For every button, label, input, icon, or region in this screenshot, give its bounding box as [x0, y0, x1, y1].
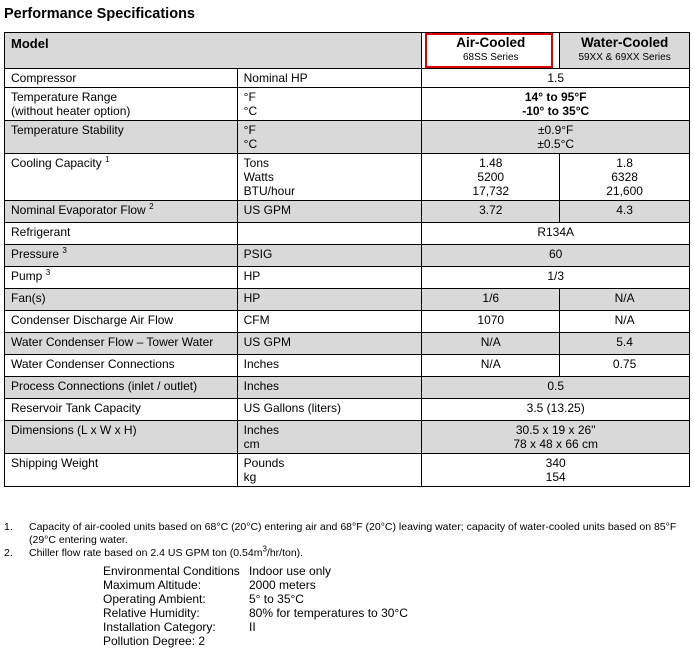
row-value: 1.5 [422, 69, 690, 88]
footnote-text: /hr/ton). [266, 547, 304, 559]
row-value-line: 30.5 x 19 x 26" [515, 423, 596, 437]
env-value: Indoor use only [249, 564, 332, 578]
water-cooled-series: 59XX & 69XX Series [578, 52, 671, 63]
table-row [5, 201, 690, 223]
footnote-number: 2. [4, 547, 13, 559]
env-label: Environmental Conditions [103, 564, 240, 578]
env-label: Maximum Altitude: [103, 578, 202, 592]
row-label [5, 267, 238, 289]
table-row [5, 121, 690, 154]
row-label-text: Pressure [11, 247, 60, 261]
row-unit-line: Pounds [243, 456, 285, 470]
row-label-text: Cooling Capacity [11, 156, 102, 170]
row-unit-line: °F [243, 123, 256, 137]
row-unit-line: cm [243, 437, 260, 451]
row-unit-line: °C [243, 104, 258, 118]
list-item [103, 564, 408, 578]
air-value: N/A [422, 355, 560, 377]
row-label: Condenser Discharge Air Flow [5, 311, 238, 333]
env-value: 5° to 35°C [249, 592, 304, 606]
row-label: Dimensions (L x W x H) [5, 421, 238, 454]
row-unit: US GPM [237, 201, 422, 223]
row-label: Fan(s) [5, 289, 238, 311]
air-value-line: 5200 [477, 170, 505, 184]
row-unit [237, 454, 422, 487]
row-value-line: 154 [545, 470, 566, 484]
footnote-ref: 1 [105, 155, 110, 164]
air-value: 1/6 [422, 289, 560, 311]
row-value [422, 454, 690, 487]
row-value [422, 121, 690, 154]
row-unit [237, 421, 422, 454]
row-unit-line: Inches [243, 423, 279, 437]
water-value: N/A [560, 311, 690, 333]
row-value-line: 14° to 95°F [524, 90, 587, 104]
row-value: 1/3 [422, 267, 690, 289]
row-label: Water Condenser Flow – Tower Water [5, 333, 238, 355]
row-label: Compressor [5, 69, 238, 88]
row-unit [237, 154, 422, 201]
table-row [5, 311, 690, 333]
footnote-ref: 3 [62, 246, 67, 255]
env-value: II [249, 620, 256, 634]
air-value: N/A [422, 333, 560, 355]
row-unit-line: °C [243, 137, 258, 151]
row-label [5, 88, 238, 121]
air-cooled-series: 68SS Series [462, 52, 519, 63]
footnotes [4, 521, 690, 560]
env-label: Installation Category: [103, 620, 216, 634]
env-label: Relative Humidity: [103, 606, 200, 620]
water-value: N/A [560, 289, 690, 311]
environment-conditions [103, 564, 408, 648]
row-unit: Inches [237, 377, 422, 399]
row-unit: HP [237, 289, 422, 311]
env-label: Operating Ambient: [103, 592, 206, 606]
row-unit: US GPM [237, 333, 422, 355]
row-value: 60 [422, 245, 690, 267]
footnote-ref: 2 [149, 202, 154, 211]
table-row [5, 69, 690, 88]
row-label-text: Pump [11, 269, 43, 283]
table-row [5, 245, 690, 267]
water-cooled-name: Water-Cooled [580, 35, 669, 50]
table-row [5, 267, 690, 289]
row-unit-line: kg [243, 470, 257, 484]
row-unit [237, 88, 422, 121]
footnote [4, 521, 690, 547]
row-label-line: (without heater option) [11, 104, 131, 118]
table-row [5, 154, 690, 201]
row-label: Shipping Weight [5, 454, 238, 487]
table-row [5, 421, 690, 454]
row-value [422, 421, 690, 454]
row-label: Temperature Stability [5, 121, 238, 154]
env-value: 80% for temperatures to 30°C [249, 606, 408, 620]
row-value-line: ±0.9°F [537, 123, 574, 137]
table-row [5, 377, 690, 399]
footnote-sup: 3 [262, 544, 267, 554]
row-label: Reservoir Tank Capacity [5, 399, 238, 421]
water-value: 4.3 [560, 201, 690, 223]
row-unit-line: Watts [243, 170, 274, 184]
row-unit: PSIG [237, 245, 422, 267]
row-label: Water Condenser Connections [5, 355, 238, 377]
table-row [5, 355, 690, 377]
row-value-line: 78 x 48 x 66 cm [513, 437, 599, 451]
row-unit: CFM [237, 311, 422, 333]
list-item [103, 634, 408, 648]
header-row [5, 33, 690, 69]
row-value-line: -10° to 35°C [522, 104, 590, 118]
row-label-text: Nominal Evaporator Flow [11, 203, 146, 217]
table-row [5, 454, 690, 487]
air-value: 3.72 [422, 201, 560, 223]
list-item [103, 606, 408, 620]
footnote-number: 1. [4, 521, 13, 533]
air-value: 1070 [422, 311, 560, 333]
air-cooled-header [422, 33, 560, 69]
list-item [103, 578, 408, 592]
row-label-line: Temperature Range [11, 90, 118, 104]
row-unit-line: °F [243, 90, 256, 104]
row-unit-line: BTU/hour [243, 184, 295, 198]
row-unit: US Gallons (liters) [237, 399, 422, 421]
water-value-line: 21,600 [606, 184, 643, 198]
air-value-line: 1.48 [479, 156, 503, 170]
water-cooled-header [560, 33, 690, 69]
spec-table [4, 32, 690, 487]
water-value-line: 6328 [611, 170, 638, 184]
row-value-line: 340 [545, 456, 566, 470]
row-label [5, 245, 238, 267]
row-label: Process Connections (inlet / outlet) [5, 377, 238, 399]
row-label [5, 201, 238, 223]
list-item [103, 592, 408, 606]
air-value-line: 17,732 [472, 184, 510, 198]
row-value: R134A [422, 223, 690, 245]
page-title: Performance Specifications [4, 6, 195, 22]
row-value [422, 88, 690, 121]
table-row [5, 289, 690, 311]
table-row [5, 399, 690, 421]
water-value [560, 154, 690, 201]
row-label [5, 154, 238, 201]
row-value: 3.5 (13.25) [422, 399, 690, 421]
table-row [5, 333, 690, 355]
row-value: 0.5 [422, 377, 690, 399]
row-unit [237, 223, 422, 245]
footnote-text: Capacity of air-cooled units based on 68°C (20°C) entering air and 68°F (20°C) leaving water; capacity of water-cooled units based on 85°F (29°C entering water. [29, 521, 677, 546]
row-unit-line: Tons [243, 156, 269, 170]
env-value: 2000 meters [249, 578, 316, 592]
list-item [103, 620, 408, 634]
row-value-line: ±0.5°C [537, 137, 575, 151]
row-unit: Inches [237, 355, 422, 377]
model-header: Model [5, 33, 422, 69]
row-label: Refrigerant [5, 223, 238, 245]
water-value-line: 1.8 [616, 156, 633, 170]
water-value: 0.75 [560, 355, 690, 377]
row-unit: HP [237, 267, 422, 289]
env-label: Pollution Degree: 2 [103, 634, 206, 648]
table-row [5, 88, 690, 121]
air-value [422, 154, 560, 201]
row-unit: Nominal HP [237, 69, 422, 88]
footnote-ref: 3 [45, 268, 51, 277]
air-cooled-name: Air-Cooled [456, 35, 526, 50]
table-row [5, 223, 690, 245]
footnote [4, 544, 690, 560]
row-unit [237, 121, 422, 154]
footnote-text: Chiller flow rate based on 2.4 US GPM ton (0.54m [29, 547, 263, 559]
water-value: 5.4 [560, 333, 690, 355]
